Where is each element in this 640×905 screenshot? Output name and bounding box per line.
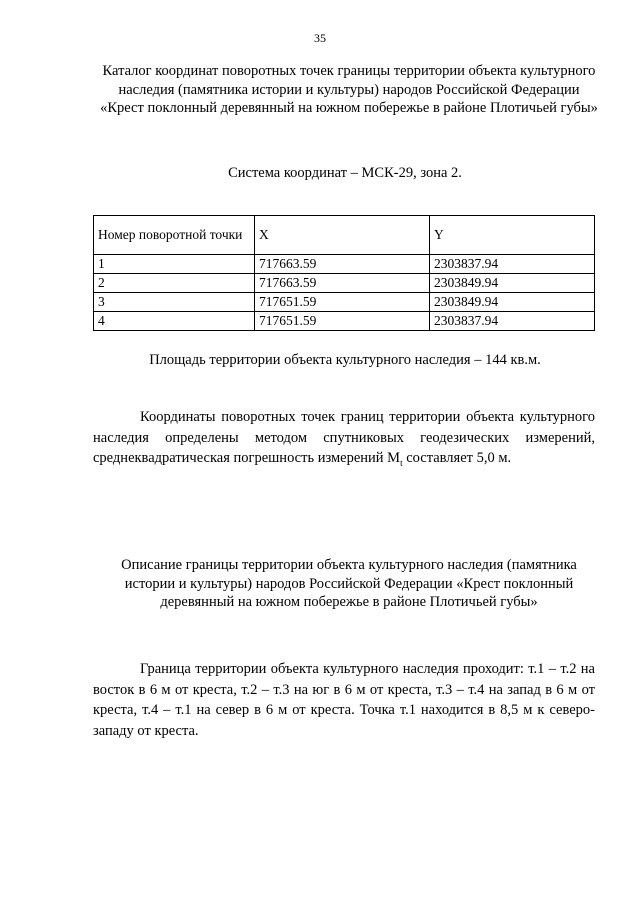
table-row [94,293,595,312]
point-number: 4 [94,312,255,331]
point-x: 717663.59 [255,274,430,293]
header-y: Y [430,216,595,255]
area-statement: Площадь территории объекта культурного наследия – 144 кв.м. [149,352,541,368]
point-y: 2303849.94 [430,274,595,293]
boundary-description: Граница территории объекта культурного наследия проходит: т.1 – т.2 на восток в 6 м от креста, т.2 – т.3 на юг в 6 м от креста, т.3 – т.4 на запад в 6 м от креста, т.4 – т.1 на север в 6 м от креста. Точка т.1 находится в 8,5 м к северо-западу от креста. [93,661,595,739]
table-header-row [94,216,595,255]
point-x: 717651.59 [255,293,430,312]
accuracy-subscript: t [400,457,403,468]
point-x: 717663.59 [255,255,430,274]
table-row [94,274,595,293]
point-y: 2303849.94 [430,293,595,312]
point-number: 3 [94,293,255,312]
description-title: Описание границы территории объекта культурного наследия (памятника истории и культуры) народов Российской Федерации «Крест поклонный деревянный на южном побережье в районе Плотичьей губы» [121,557,577,610]
page-number: 35 [314,31,326,45]
point-y: 2303837.94 [430,255,595,274]
catalog-title: Каталог координат поворотных точек границы территории объекта культурного наследия (памятника истории и культуры) народов Российской Федерации «Крест поклонный деревянный на южном побережье в районе Плотичьей губы» [100,63,598,116]
table-row [94,312,595,331]
header-point-number: Номер поворотной точки [94,216,255,255]
point-y: 2303837.94 [430,312,595,331]
table-row [94,255,595,274]
point-number: 1 [94,255,255,274]
accuracy-text: Координаты поворотных точек границ территории объекта культурного наследия определены методом спутниковых геодезических измерений, среднеквадратическая погрешность измерений M [93,409,595,466]
point-number: 2 [94,274,255,293]
accuracy-paragraph [93,407,595,473]
header-x: X [255,216,430,255]
coordinates-table [93,215,595,331]
accuracy-text-end: составляет 5,0 м. [402,450,512,466]
point-x: 717651.59 [255,312,430,331]
coordinate-system: Система координат – МСК-29, зона 2. [228,165,462,181]
